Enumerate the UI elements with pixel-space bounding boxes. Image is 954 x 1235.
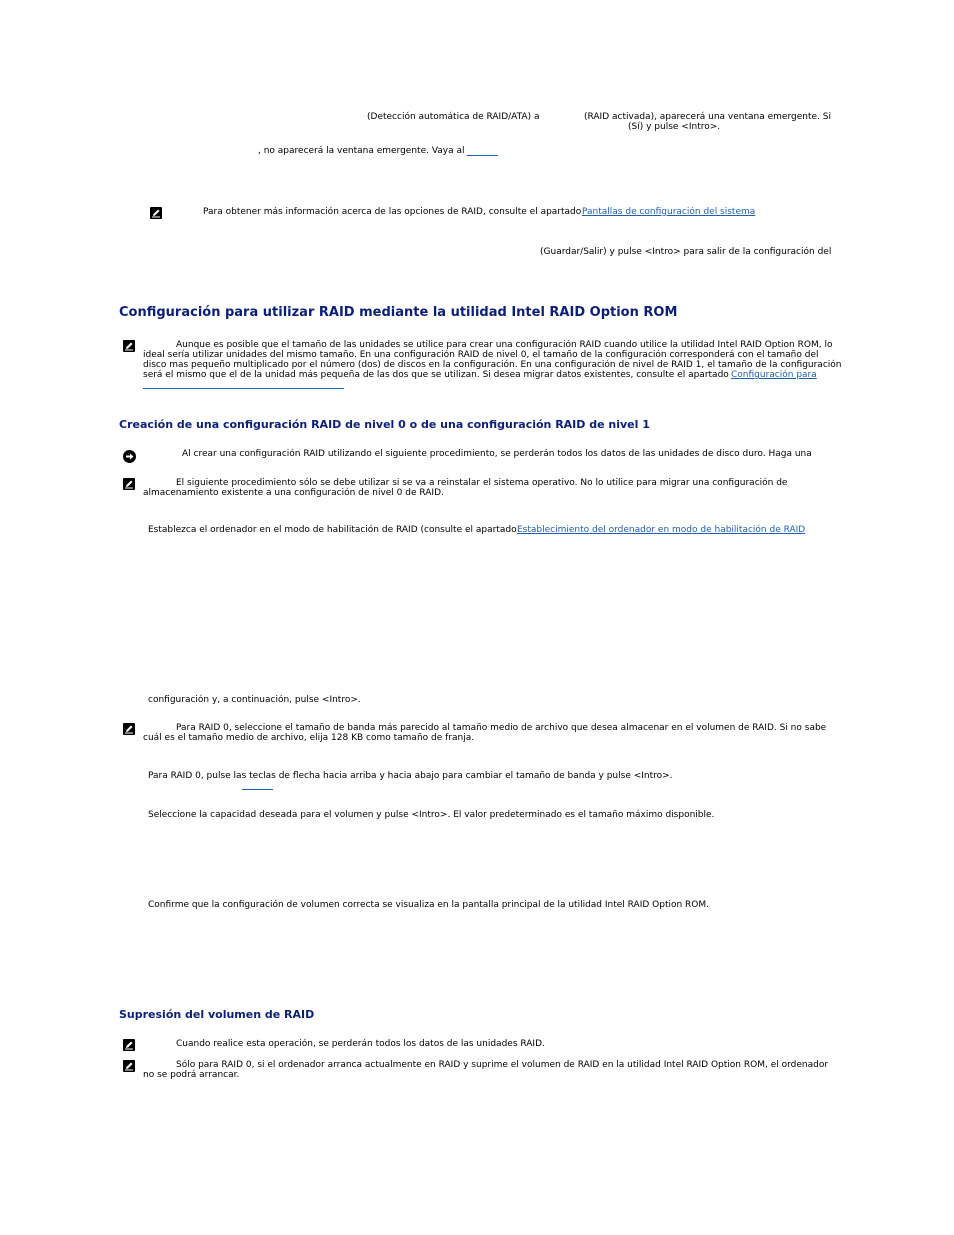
note-pencil-icon <box>123 478 135 490</box>
step-stripe-link[interactable] <box>242 789 273 790</box>
link-set-raid-mode[interactable]: Establecimiento del ordenador en modo de habilitación de RAID <box>517 525 806 535</box>
delete-note2-line-1: Sólo para RAID 0, si el ordenador arranca actualmente en RAID y suprime el volumen de RAID en la utilidad Intel RAID Option ROM, el ordenador <box>176 1060 829 1070</box>
note-pencil-icon <box>123 1060 135 1072</box>
top-go-to-link[interactable] <box>467 155 498 156</box>
main-note-line-4: será el mismo que el de la unidad más pequeña de las dos que se utilizan. Si desea migrar datos existentes, consulte el apartado <box>143 370 729 380</box>
create-note3-line-1: Para RAID 0, seleccione el tamaño de banda más parecido al tamaño medio de archivo que desea almacenar en el volumen de RAID. Si no sabe <box>176 723 827 733</box>
step-stripe-size: Para RAID 0, pulse las teclas de flecha hacia arriba y hacia abajo para cambiar el tamaño de banda y pulse <Intro>. <box>148 771 673 781</box>
top-line1-b: (RAID activada), aparecerá una ventana emergente. Si <box>584 112 831 122</box>
create-note3-line-2: cuál es el tamaño medio de archivo, elija 128 KB como tamaño de franja. <box>143 733 475 743</box>
notice-text: Al crear una configuración RAID utilizando el siguiente procedimiento, se perderán todos los datos de las unidades de disco duro. Haga una <box>182 449 812 459</box>
section-title-main: Configuración para utilizar RAID mediante la utilidad Intel RAID Option ROM <box>119 305 678 320</box>
step-config-enter: configuración y, a continuación, pulse <Intro>. <box>148 695 361 705</box>
step1-text: Establezca el ordenador en el modo de habilitación de RAID (consulte el apartado <box>148 525 517 535</box>
delete-note1: Cuando realice esta operación, se perderán todos los datos de las unidades RAID. <box>176 1039 545 1049</box>
create-note2-line-1: El siguiente procedimiento sólo se debe utilizar si se va a reinstalar el sistema operativo. No lo utilice para migrar una configuración de <box>176 478 788 488</box>
notice-arrow-icon <box>123 450 136 463</box>
top-line2: (Sí) y pulse <Intro>. <box>628 122 721 132</box>
step-confirm: Confirme que la configuración de volumen correcta se visualiza en la pantalla principal de la utilidad Intel RAID Option ROM. <box>148 900 710 910</box>
top-save-exit-line: (Guardar/Salir) y pulse <Intro> para salir de la configuración del <box>540 247 832 257</box>
step-capacity: Seleccione la capacidad deseada para el volumen y pulse <Intro>. El valor predeterminado es el tamaño máximo disponible. <box>148 810 715 820</box>
link-system-setup-screens[interactable]: Pantallas de configuración del sistema <box>582 207 756 217</box>
section-title-create: Creación de una configuración RAID de nivel 0 o de una configuración RAID de nivel 1 <box>119 418 650 431</box>
top-line1-a: (Detección automática de RAID/ATA) a <box>367 112 540 122</box>
note-pencil-icon <box>123 723 135 735</box>
delete-note2-line-2: no se podrá arrancar. <box>143 1070 240 1080</box>
create-note2-line-2: almacenamiento existente a una configuración de nivel 0 de RAID. <box>143 488 444 498</box>
note-pencil-icon <box>123 1039 135 1051</box>
main-note-line-3: disco mas pequeño multiplicado por el número (dos) de discos en la configuración. En una configuración de nivel de RAID 1, el tamaño de la configuración <box>143 360 842 370</box>
link-configuration-continuation[interactable] <box>143 388 344 389</box>
section-title-delete: Supresión del volumen de RAID <box>119 1008 315 1021</box>
note-pencil-icon <box>123 340 135 352</box>
note-pencil-icon <box>150 207 162 219</box>
top-line3: , no aparecerá la ventana emergente. Vaya al <box>258 146 465 156</box>
main-note-line-1: Aunque es posible que el tamaño de las unidades se utilice para crear una configuración RAID cuando utilice la utilidad Intel RAID Option ROM, lo <box>176 340 833 350</box>
link-configuration-for[interactable]: Configuración para <box>731 370 817 380</box>
top-note-text: Para obtener más información acerca de las opciones de RAID, consulte el apartado <box>203 207 582 217</box>
main-note-line-2: ideal sería utilizar unidades del mismo tamaño. En una configuración RAID de nivel 0, el tamaño de la configuración corresponderá con el tamaño del <box>143 350 819 360</box>
